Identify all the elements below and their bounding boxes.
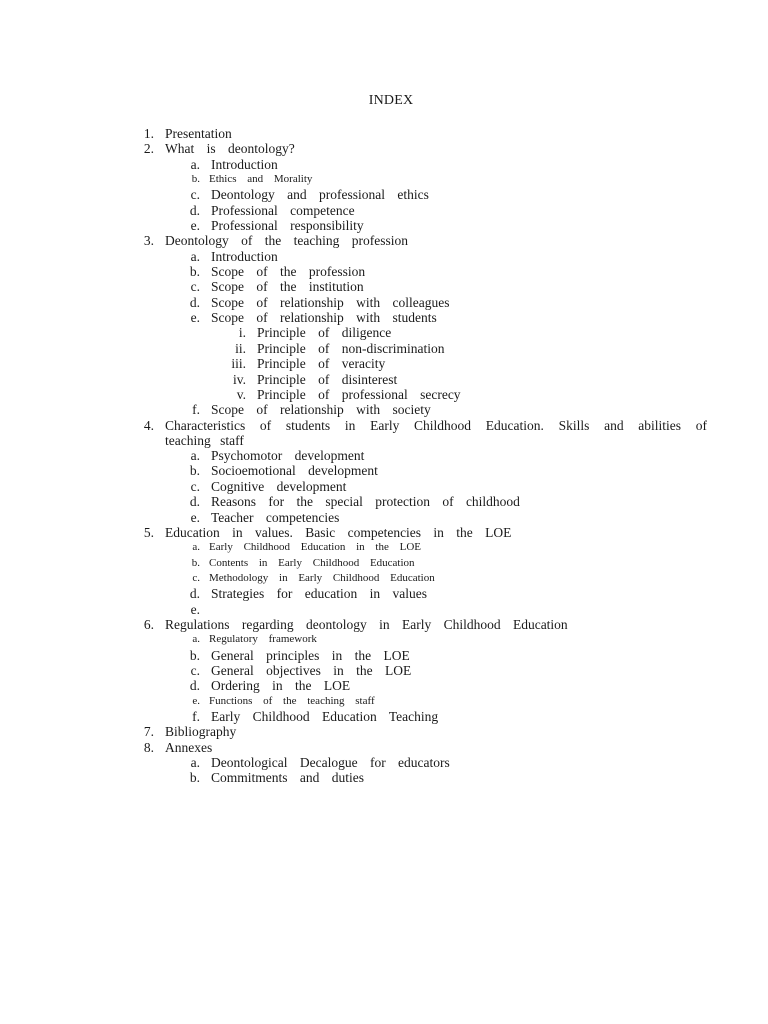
toc-entry-level-1 <box>0 418 768 449</box>
toc-entry-text: Professional responsibility <box>211 218 364 234</box>
table-of-contents <box>0 126 768 786</box>
toc-entry-number: c. <box>190 662 200 678</box>
toc-entry-level-2 <box>0 402 768 417</box>
toc-entry-number: a. <box>190 248 200 264</box>
toc-entry-number: e. <box>190 218 200 234</box>
toc-entry-text: Principle of disinterest <box>257 371 398 387</box>
toc-entry-text: Socioemotional development <box>211 463 378 479</box>
toc-entry-number: d. <box>189 494 200 510</box>
toc-entry-text: Methodology in Early Childhood Education <box>209 571 435 584</box>
toc-entry-text: Early Childhood Education Teaching <box>211 708 439 724</box>
toc-entry-text: Scope of the institution <box>211 279 364 295</box>
toc-entry-text: Characteristics of students in Early Childhood Education. Skills and abilities of teaching staff <box>165 417 707 448</box>
toc-entry-text: Principle of veracity <box>257 356 386 372</box>
toc-entry-number: c. <box>190 187 200 203</box>
toc-entry-text: Presentation <box>165 126 232 141</box>
toc-entry-level-1 <box>0 233 768 248</box>
toc-entry-level-2 <box>0 586 768 601</box>
toc-entry-number: 4. <box>143 417 154 433</box>
toc-entry-level-1 <box>0 525 768 540</box>
toc-entry-number: i. <box>238 325 246 341</box>
toc-entry-level-2 <box>0 571 768 586</box>
toc-entry-number: 7. <box>143 724 154 740</box>
toc-entry-text: Scope of the profession <box>211 264 366 280</box>
toc-entry-level-3 <box>0 325 768 340</box>
toc-entry-number: b. <box>189 264 200 280</box>
toc-entry-text: Early Childhood Education in the LOE <box>209 541 421 554</box>
toc-entry-number: 3. <box>143 233 154 249</box>
toc-entry-number: 6. <box>143 616 154 632</box>
toc-entry-level-1 <box>0 724 768 739</box>
toc-entry-text: Deontology of the teaching profession <box>165 233 408 249</box>
toc-entry-number: d. <box>189 586 200 602</box>
toc-entry-text: Scope of relationship with colleagues <box>211 294 450 310</box>
toc-entry-level-1 <box>0 617 768 632</box>
toc-entry-text: Professional competence <box>211 202 355 218</box>
toc-entry-level-2 <box>0 310 768 325</box>
toc-entry-number: a. <box>190 755 200 770</box>
toc-entry-text: Bibliography <box>165 724 237 740</box>
toc-entry-text: What is deontology? <box>165 141 295 157</box>
toc-entry-number: e. <box>190 509 200 525</box>
toc-entry-level-2 <box>0 540 768 555</box>
toc-entry-number: b. <box>189 647 200 663</box>
toc-entry-text: Principle of diligence <box>257 325 392 341</box>
toc-entry-number: v. <box>236 386 246 402</box>
toc-entry-text: Scope of relationship with students <box>211 310 437 326</box>
toc-entry-text: Ethics and Morality <box>209 173 313 186</box>
toc-entry-number: a. <box>190 448 200 464</box>
toc-entry-level-2 <box>0 279 768 294</box>
toc-entry-text: Cognitive development <box>211 478 347 494</box>
toc-entry-number: 5. <box>143 524 154 540</box>
toc-entry-number: c. <box>192 571 200 584</box>
toc-entry-number: d. <box>189 202 200 218</box>
toc-entry-number: e. <box>190 601 200 617</box>
toc-entry-level-2 <box>0 157 768 172</box>
toc-entry-level-2 <box>0 172 768 187</box>
toc-entry-number: 8. <box>143 739 154 755</box>
toc-entry-number: f. <box>192 402 200 418</box>
toc-entry-text: General principles in the LOE <box>211 647 410 663</box>
toc-entry-text: Psychomotor development <box>211 448 365 464</box>
toc-entry-text: Regulatory framework <box>209 633 317 646</box>
toc-entry-text: Deontology and professional ethics <box>211 187 429 203</box>
toc-entry-number: b. <box>191 556 200 569</box>
toc-entry-level-2 <box>0 203 768 218</box>
toc-entry-number: d. <box>189 678 200 694</box>
toc-entry-level-2 <box>0 264 768 279</box>
toc-entry-text: Introduction <box>211 156 278 172</box>
toc-entry-level-2 <box>0 295 768 310</box>
toc-entry-level-2 <box>0 694 768 709</box>
toc-entry-text: Functions of the teaching staff <box>209 694 375 707</box>
toc-entry-number: e. <box>192 694 200 707</box>
toc-entry-level-2 <box>0 556 768 571</box>
toc-entry-level-2 <box>0 632 768 647</box>
toc-entry-level-2 <box>0 602 768 617</box>
toc-entry-text: Annexes <box>165 739 213 755</box>
toc-entry-level-2 <box>0 479 768 494</box>
toc-entry-text: Strategies for education in values <box>211 586 427 602</box>
toc-entry-number: a. <box>192 633 200 646</box>
toc-entry-number: b. <box>189 463 200 479</box>
toc-entry-text: Principle of professional secrecy <box>257 386 461 402</box>
toc-entry-number: b. <box>191 173 200 186</box>
toc-entry-level-2 <box>0 187 768 202</box>
toc-entry-level-2 <box>0 463 768 478</box>
toc-entry-level-2 <box>0 648 768 663</box>
toc-entry-text: Ordering in the LOE <box>211 678 351 694</box>
toc-entry-level-3 <box>0 356 768 371</box>
toc-entry-text: Contents in Early Childhood Education <box>209 556 415 569</box>
index-title: INDEX <box>368 93 414 108</box>
toc-entry-number: d. <box>189 294 200 310</box>
toc-entry-text: Principle of non-discrimination <box>257 340 445 356</box>
toc-entry-level-2 <box>0 494 768 509</box>
toc-entry-level-2 <box>0 510 768 525</box>
toc-entry-text: Regulations regarding deontology in Early Childhood Education <box>165 616 568 632</box>
toc-entry-level-3 <box>0 387 768 402</box>
toc-entry-number: a. <box>190 156 200 172</box>
toc-entry-number: b. <box>189 770 200 786</box>
toc-entry-text: Reasons for the special protection of childhood <box>211 494 520 510</box>
toc-entry-text: Education in values. Basic competencies in the LOE <box>165 524 512 540</box>
toc-entry-text: Scope of relationship with society <box>211 402 431 418</box>
toc-entry-level-1 <box>0 141 768 156</box>
toc-entry-level-2 <box>0 218 768 233</box>
toc-entry-number: e. <box>190 310 200 326</box>
toc-entry-level-1 <box>0 126 768 141</box>
toc-entry-text: Deontological Decalogue for educators <box>211 755 450 770</box>
toc-entry-level-2 <box>0 448 768 463</box>
toc-entry-level-1 <box>0 740 768 755</box>
toc-entry-number: c. <box>190 279 200 295</box>
toc-entry-number: iv. <box>233 371 246 387</box>
toc-entry-text: General objectives in the LOE <box>211 662 412 678</box>
toc-entry-level-2 <box>0 249 768 264</box>
toc-entry-number: iii. <box>231 356 246 372</box>
toc-entry-level-3 <box>0 341 768 356</box>
toc-entry-number: 1. <box>143 126 154 141</box>
toc-entry-text: Introduction <box>211 248 278 264</box>
toc-entry-number: a. <box>192 541 200 554</box>
toc-entry-number: ii. <box>235 340 246 356</box>
toc-entry-level-2 <box>0 663 768 678</box>
toc-entry-text: Teacher competencies <box>211 509 340 525</box>
toc-entry-level-2 <box>0 770 768 785</box>
toc-entry-level-3 <box>0 372 768 387</box>
toc-entry-level-2 <box>0 678 768 693</box>
toc-entry-level-2 <box>0 755 768 770</box>
toc-entry-text: Commitments and duties <box>211 770 364 786</box>
toc-entry-level-2 <box>0 709 768 724</box>
toc-entry-number: f. <box>192 708 200 724</box>
toc-entry-number: 2. <box>143 141 154 157</box>
toc-entry-number: c. <box>190 478 200 494</box>
